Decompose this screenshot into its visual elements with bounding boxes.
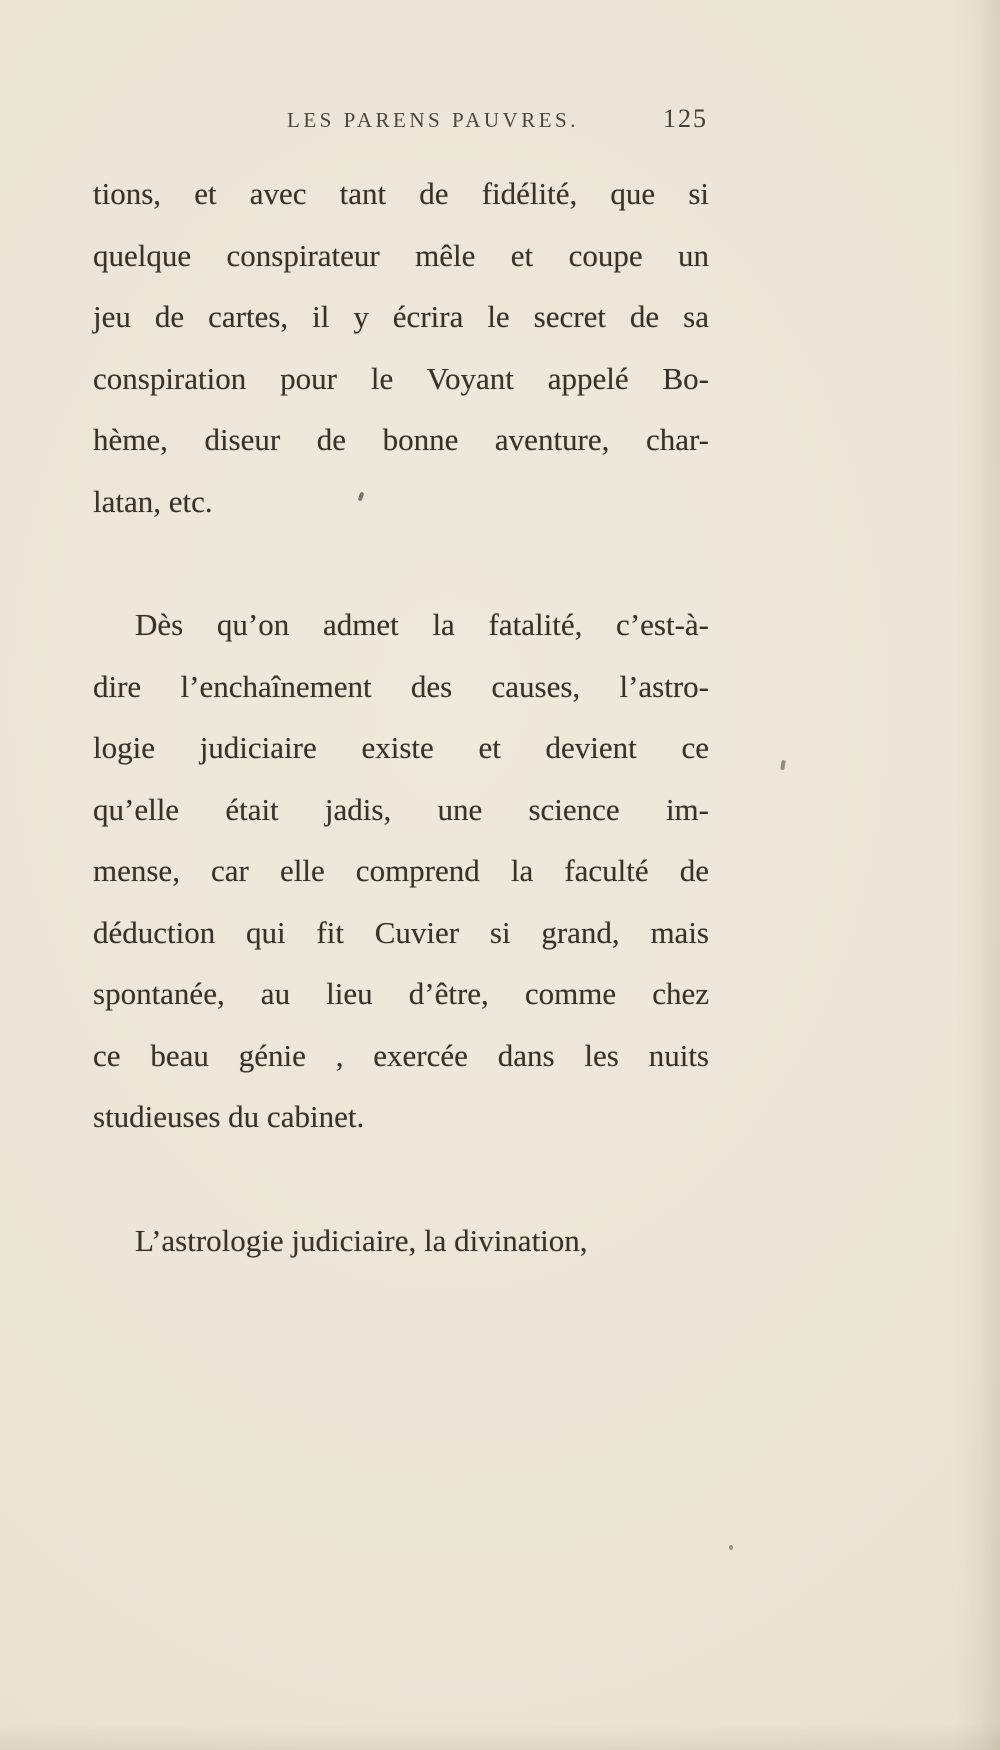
text-line: ce beau génie , exercée dans les nuits (93, 1037, 709, 1073)
text-line: dire l’enchaînement des causes, l’astro- (93, 668, 709, 704)
text-body (93, 163, 709, 1271)
text-line: qu’elle était jadis, une science im- (93, 791, 709, 827)
running-header (93, 104, 708, 134)
scan-artifact (729, 1545, 733, 1550)
text-line: latan, etc. (93, 483, 213, 519)
paragraph (93, 1210, 709, 1272)
text-line: tions, et avec tant de fidélité, que si (93, 176, 709, 211)
paragraph (93, 594, 709, 1148)
page-number: 125 (663, 104, 708, 133)
running-header-title: LES PARENS PAUVRES. (287, 108, 579, 132)
text-line: spontanée, au lieu d’être, comme chez (93, 976, 709, 1011)
text-line: quelque conspirateur mêle et coupe un (93, 237, 709, 273)
paragraph (93, 163, 709, 532)
text-line: Dès qu’on admet la fatalité, c’est-à- (135, 607, 709, 642)
text-line: jeu de cartes, il y écrira le secret de sa (93, 299, 709, 334)
text-line: hème, diseur de bonne aventure, char- (93, 422, 709, 457)
text-line: L’astrologie judiciaire, la divination, (135, 1222, 588, 1258)
text-line: déduction qui fit Cuvier si grand, mais (93, 914, 709, 950)
text-line: logie judiciaire existe et devient ce (93, 730, 709, 765)
text-line: mense, car elle comprend la faculté de (93, 853, 709, 888)
text-line: studieuses du cabinet. (93, 1099, 365, 1134)
scan-artifact (780, 760, 786, 771)
text-line: conspiration pour le Voyant appelé Bo- (93, 360, 709, 396)
